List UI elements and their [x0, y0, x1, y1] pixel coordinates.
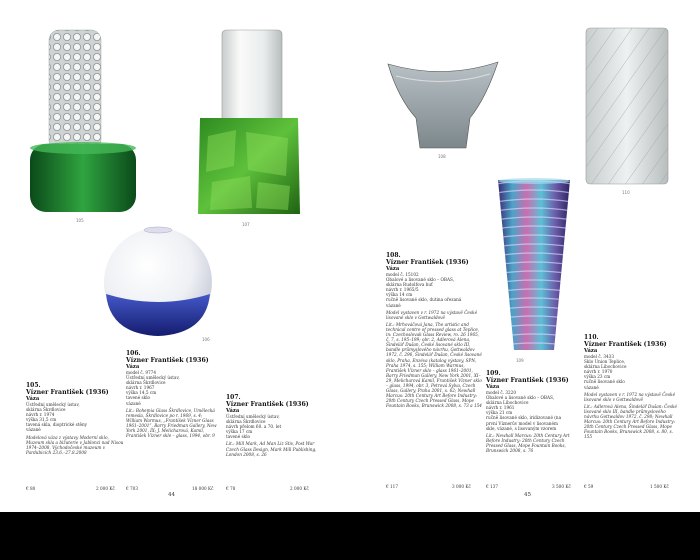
entry-object: Váza	[126, 364, 140, 370]
entry-literature: Lit.: Mrhováčová Jana, The artistic and technical centre of pressed glass at Teplice, in: Czechoslovak Glass Review, ro. 26 1965, č. 7, s. 195–199; obr. 2, Adlerová Alena, Šindelář Dušan, České lisované sklo III, bandle průmyslového návrhu, Gottwaldov 1972, č. 296, Šindelář Dušan, České lisované sklo, Praha, Enzéva (katalog výstavy, SPN, Praha 1974, s. 155; William Warmus, František Vízner sklo – glass 1961–2001, Barry Friedman Gallery, New York 2001, XI–29, Melicharová Kamil, František Vízner sklo – glass, 1994, obr. 3, Petrová Sylva, Czech Glass, Gallery, Praha 2001, s. 62; Newhall Marcus: 20th Century Art Before Industry: 20th Century Czech Pressed Glass, Mope Fountain Books, Brunswick 2008, s. 73 a 154	[386, 321, 482, 409]
entry-108-price: 3 000 Kč	[452, 484, 471, 489]
entry-object: Váza	[226, 408, 240, 414]
entry-detail: vázané	[26, 427, 41, 433]
entry-author: Vízner František (1936)	[26, 389, 109, 396]
entry-107	[226, 394, 322, 457]
entry-detail: návrh přelom 60. a 70. let	[226, 424, 282, 430]
entry-number: 107.	[226, 394, 241, 401]
entry-author: Vízner František (1936)	[584, 341, 667, 348]
entry-109	[486, 370, 578, 453]
caption-109: 109	[516, 358, 524, 363]
entry-detail: návrh r. 1970	[584, 369, 613, 375]
entry-detail: výška 31,5 cm	[26, 417, 57, 423]
entry-note: Model vystaven v r. 1972 na výstavě České lisované sklo v Gottwaldově	[584, 391, 676, 402]
entry-detail: sklárna Rudolfova huť	[386, 282, 433, 288]
entry-detail: sklárna Libochovice	[584, 364, 627, 370]
entry-detail: výška 23 cm	[584, 374, 611, 380]
entry-number: 108.	[386, 252, 401, 259]
caption-107: 107	[242, 222, 250, 227]
entry-107-est: € 78	[226, 486, 236, 491]
entry-108-est: € 117	[386, 484, 398, 489]
entry-110-est: € 59	[584, 484, 594, 489]
entry-detail: Obalové a lisované sklo – OBAS,	[486, 395, 555, 401]
entry-number: 109.	[486, 370, 501, 377]
vase-109-illustration	[496, 176, 572, 356]
entry-105-price: 2 000 Kč	[96, 486, 115, 491]
entry-107-price: 2 000 Kč	[290, 486, 309, 491]
entry-number: 110.	[584, 334, 599, 341]
entry-number: 105.	[26, 382, 41, 389]
entry-110	[584, 334, 678, 440]
entry-literature: Lit.: Adlerová Alena, Šindelář Dušan: České lisované sklo III, bandle průmyslového návrhu Gottwaldov 1972, č. 298; Newhall Marcus: 20th Century Art Before Industry: 20th Century Czech Pressed Glass, Mope Fountain Books, Brunswick 2008, s. 80, s. 155	[584, 403, 678, 440]
entry-detail: skle, vázané, s lisovaným vzorem	[486, 425, 557, 431]
entry-detail: tavené sklo	[226, 434, 251, 440]
entry-detail: Obalové a lisované sklo – OBAS,	[386, 277, 455, 283]
entry-detail: model č. 9774	[126, 370, 156, 375]
entry-detail: Ústřední umělecký ústav,	[226, 414, 280, 419]
caption-110: 110	[622, 190, 630, 195]
vase-105-illustration	[22, 22, 142, 222]
caption-108: 108	[438, 154, 446, 159]
entry-note: Modelová váza z výstavy Moderní sklo, Muzeum skla a bižuterie v Jablonci nad Nisou 1974–2008, Východočeské muzeum v Pardubicích 23.6.–27.8.2008	[26, 434, 124, 455]
entry-detail: ručně lisované sklo, iridizované (na	[486, 415, 562, 421]
entry-object: Váza	[386, 266, 400, 272]
entry-detail: výška 14,5 cm	[126, 390, 157, 396]
vase-110-illustration	[582, 26, 672, 188]
entry-detail: tavená skla, dioptrické stěny	[26, 422, 88, 428]
entry-110-price: 1 500 Kč	[650, 484, 669, 489]
entry-note: Lit.: Bohemia Glass Škrdlovice, Umělecká remesla, Škrdlovice po r. 1969, s. 4; William Warmus, „František Vízner Glass 1961–2001“, Barry Friedman Gallery, New York 2001, IX; J. Melicharová, Kamil, František Vízner skle – glass, 1994, obr. 9	[126, 407, 217, 439]
entry-detail: sklárna Škrdlovice	[26, 407, 66, 413]
entry-detail: tavené sklo	[126, 395, 151, 401]
entry-object: Váza	[486, 384, 500, 390]
entry-detail: sklárna Libochovice	[486, 400, 529, 406]
entry-note: Model vystaven v r. 1972 na výstavě České lisované sklo v Gottwaldově	[386, 309, 478, 320]
photo-vase-106	[102, 218, 214, 342]
photo-vase-105	[22, 22, 142, 222]
entry-author: Vízner František (1936)	[386, 259, 469, 266]
photo-vase-107	[190, 26, 310, 222]
entry-detail: vázané	[584, 384, 599, 390]
entry-detail: výška 14 cm	[386, 292, 413, 298]
entry-detail: sklárna Škrdlovice	[226, 419, 266, 425]
caption-106: 106	[202, 337, 210, 342]
entry-detail: výška 17 cm	[226, 429, 253, 435]
entry-detail: první Víznerův model v lisovaném	[486, 420, 558, 426]
entry-105-est: € 80	[26, 486, 36, 491]
photo-vase-109	[496, 176, 572, 356]
entry-detail: vázané	[386, 302, 401, 308]
entry-106-est: € 703	[126, 486, 138, 491]
entry-detail: model č. 3220	[486, 390, 516, 395]
vase-107-illustration	[190, 26, 310, 222]
entry-detail: výška 21 cm	[486, 410, 513, 416]
entry-109-est: € 137	[486, 484, 498, 489]
entry-109-price: 3 500 Kč	[552, 484, 571, 489]
entry-detail: návrh r. 1961	[486, 405, 515, 411]
bottom-black-bar	[0, 512, 700, 560]
entry-detail: návrh r. 1967	[126, 385, 155, 391]
photo-vase-110	[582, 26, 672, 188]
entry-author: Vízner František (1936)	[126, 357, 209, 364]
entry-author: Vízner František (1936)	[226, 401, 309, 408]
entry-106	[126, 350, 218, 438]
entry-detail: návrh r. 1965/5	[386, 287, 419, 293]
page-number-right: 45	[524, 492, 531, 498]
entry-note: Lit.: Newhall Marcus: 20th Century Art Before Industry: 20th Century Czech Pressed Glass, Mope Fountain Books, Brunswick 2008, s. 76	[486, 432, 570, 454]
entry-105	[26, 382, 126, 455]
entry-note: Lit.: Mill Mark, Ad Man Liz Stiv, Post War Czech Glass Design, Mark Mill Publishing, London 2008, s. 26	[226, 441, 317, 457]
entry-object: Váza	[26, 396, 40, 402]
entry-detail: ručně lisované sklo	[584, 379, 625, 385]
entry-number: 106.	[126, 350, 141, 357]
entry-106-price: 18 000 Kč	[192, 486, 214, 491]
caption-105: 105	[76, 218, 84, 223]
entry-detail: vázané	[126, 400, 141, 406]
entry-detail: Ústřední umělecký ústav,	[126, 375, 180, 381]
entry-detail: model č. 3433	[584, 354, 614, 359]
entry-detail: Ústřední umělecký ústav,	[26, 402, 80, 407]
entry-108	[386, 252, 482, 408]
photo-vase-108	[386, 58, 500, 152]
entry-author: Vízner František (1936)	[486, 377, 569, 384]
entry-detail: model č. 15102	[386, 272, 419, 277]
entry-detail: návrh r. 1974	[26, 412, 55, 418]
page-number-left: 44	[168, 492, 175, 498]
entry-detail: sklárna Škrdlovice	[126, 380, 166, 386]
entry-detail: ručně lisované sklo, dutina ořezaná	[386, 297, 462, 303]
entry-detail: Sklo Union Teplice,	[584, 359, 626, 365]
vase-106-illustration	[102, 218, 214, 342]
vase-108-illustration	[386, 58, 500, 152]
entry-object: Váza	[584, 348, 598, 354]
